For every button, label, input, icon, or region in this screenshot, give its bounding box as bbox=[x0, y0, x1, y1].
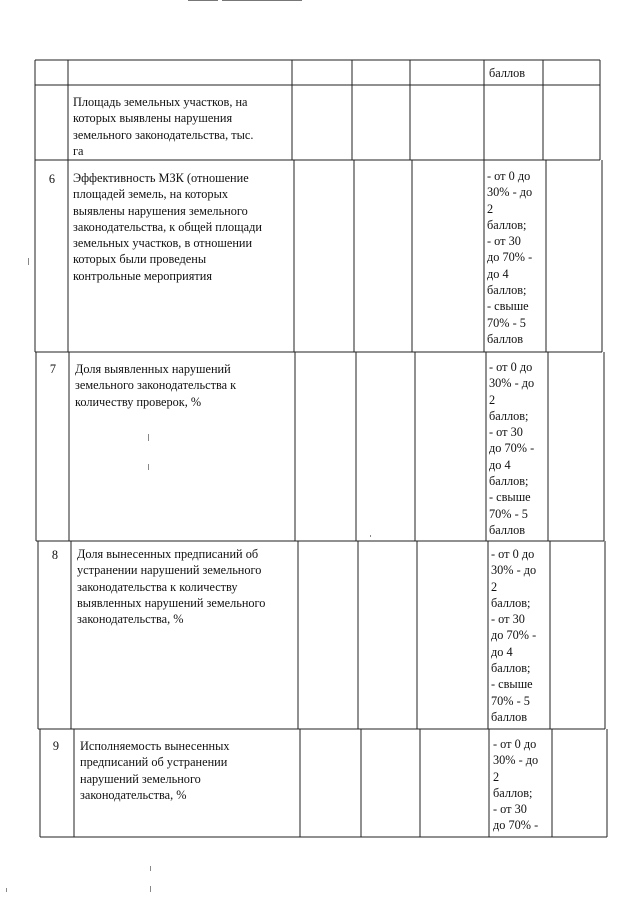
indicator-line: Площадь земельных участков, на bbox=[73, 95, 248, 109]
score-text bbox=[493, 736, 538, 834]
indicator-line: законодательства, к общей площади bbox=[73, 219, 262, 234]
indicator-line: нарушений земельного bbox=[80, 771, 201, 786]
scan-artifact bbox=[148, 434, 149, 441]
score-line: баллов; bbox=[487, 283, 527, 298]
score-line: - от 0 до bbox=[489, 360, 533, 374]
scan-artifact bbox=[150, 866, 151, 871]
score-line: 30% - до bbox=[489, 376, 535, 391]
score-line: 30% - до bbox=[487, 185, 533, 200]
score-line: до 70% - bbox=[489, 441, 535, 456]
score-line: баллов; bbox=[489, 474, 529, 489]
indicator-line: предписаний об устранении bbox=[80, 755, 228, 770]
header-score-cell: баллов bbox=[489, 66, 526, 80]
indicator-line: Доля вынесенных предписаний об bbox=[77, 547, 259, 561]
scan-artifact bbox=[150, 886, 151, 892]
indicator-line: которых выявлены нарушения bbox=[73, 111, 233, 126]
indicator-line: га bbox=[73, 143, 84, 158]
score-line: 70% - 5 bbox=[489, 506, 528, 521]
score-line: до 4 bbox=[491, 644, 513, 659]
score-line: 30% - до bbox=[491, 563, 537, 578]
score-line: баллов bbox=[489, 522, 526, 537]
row-number: 6 bbox=[48, 172, 56, 186]
indicator-line: выявлены нарушения земельного bbox=[73, 203, 248, 218]
score-line: баллов bbox=[487, 331, 524, 346]
indicator-line: земельного законодательства к bbox=[75, 378, 237, 393]
indicator-line: Исполняемость вынесенных bbox=[80, 739, 230, 753]
score-line: до 4 bbox=[489, 457, 511, 472]
indicator-line: количеству проверок, % bbox=[75, 394, 202, 409]
indicator-line: контрольные мероприятия bbox=[73, 268, 212, 283]
score-line: 2 bbox=[493, 769, 500, 784]
score-line: - от 0 до bbox=[491, 547, 535, 561]
score-line: баллов bbox=[491, 709, 528, 724]
score-text bbox=[487, 168, 532, 347]
indicator-text bbox=[80, 738, 230, 803]
indicator-line: Доля выявленных нарушений bbox=[75, 362, 231, 376]
score-text bbox=[489, 359, 534, 538]
score-line: баллов; bbox=[491, 661, 531, 676]
score-line: 70% - 5 bbox=[491, 693, 530, 708]
score-line: до 70% - bbox=[493, 818, 539, 833]
score-line: 70% - 5 bbox=[487, 315, 526, 330]
indicator-line: земельных участков, в отношении bbox=[73, 236, 253, 251]
score-line: - от 30 bbox=[491, 612, 525, 627]
scan-artifact bbox=[370, 535, 371, 537]
row-number: 7 bbox=[49, 362, 57, 376]
score-line: 2 bbox=[489, 392, 496, 407]
score-line: баллов; bbox=[489, 408, 529, 423]
score-line: - от 0 до bbox=[493, 737, 537, 751]
indicator-text bbox=[73, 170, 262, 284]
score-line: - свыше bbox=[489, 490, 531, 505]
indicator-line: Эффективность МЗК (отношение bbox=[73, 171, 249, 185]
score-line: - от 30 bbox=[493, 802, 527, 817]
score-line: до 70% - bbox=[491, 628, 537, 643]
score-line: до 4 bbox=[487, 266, 509, 281]
score-line: - от 30 bbox=[487, 234, 521, 249]
indicator-line: устранении нарушений земельного bbox=[77, 563, 262, 578]
indicator-line: выявленных нарушений земельного bbox=[77, 595, 266, 610]
score-line: баллов; bbox=[493, 785, 533, 800]
score-line: 30% - до bbox=[493, 753, 539, 768]
score-line: - от 30 bbox=[489, 425, 523, 440]
score-line: - свыше bbox=[487, 299, 529, 314]
row-number: 8 bbox=[51, 548, 59, 562]
score-line: - от 0 до bbox=[487, 169, 531, 183]
scan-artifact bbox=[28, 258, 29, 265]
scan-artifact bbox=[6, 888, 7, 892]
row-number: 9 bbox=[52, 739, 60, 753]
indicator-line: земельного законодательства, тыс. bbox=[73, 127, 254, 142]
score-text bbox=[491, 546, 536, 725]
scan-artifact bbox=[148, 464, 149, 470]
score-line: - свыше bbox=[491, 677, 533, 692]
indicator-line: законодательства, % bbox=[80, 787, 187, 802]
indicator-line: которых были проведены bbox=[73, 252, 207, 267]
indicator-line: законодательства к количеству bbox=[77, 579, 238, 594]
indicator-line: площадей земель, на которых bbox=[73, 187, 228, 202]
indicator-text bbox=[73, 94, 253, 159]
indicator-line: законодательства, % bbox=[77, 612, 184, 627]
score-line: 2 bbox=[487, 201, 494, 216]
indicator-text bbox=[75, 361, 236, 410]
score-line: до 70% - bbox=[487, 250, 533, 265]
score-line: баллов; bbox=[487, 217, 527, 232]
indicator-text bbox=[77, 546, 265, 627]
score-line: 2 bbox=[491, 579, 498, 594]
score-line: баллов; bbox=[491, 595, 531, 610]
